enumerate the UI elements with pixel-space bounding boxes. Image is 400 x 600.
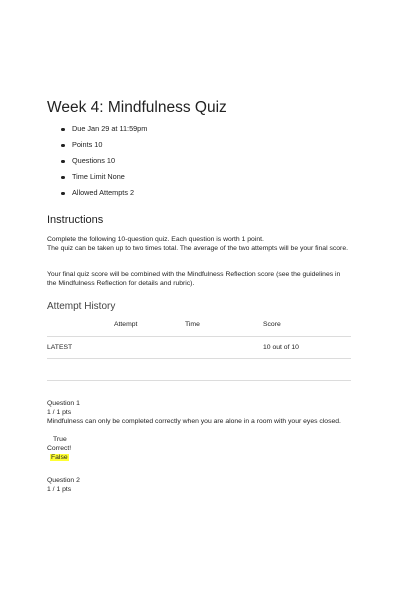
bullet-icon: [61, 160, 65, 164]
bullet-icon: [61, 176, 65, 180]
bullet-icon: [61, 128, 65, 132]
question-2-points: 1 / 1 pts: [47, 486, 72, 493]
attempt-history-heading: Attempt History: [47, 301, 116, 312]
answer-option-false: [50, 454, 354, 463]
section-divider: [47, 380, 351, 381]
detail-time-limit: Time Limit None: [61, 169, 147, 185]
table-row: [47, 344, 351, 356]
attempt-label[interactable]: LATEST: [47, 344, 73, 351]
detail-due: Due Jan 29 at 11:59pm: [61, 121, 147, 137]
detail-allowed-attempts: Allowed Attempts 2: [61, 185, 147, 201]
instructions-line-1: Complete the following 10-question quiz. Each question is worth 1 point.: [47, 236, 264, 243]
column-attempt: Attempt: [114, 321, 138, 328]
instructions-line-3: Your final quiz score will be combined with the Mindfulness Reflection score (see the guidelines in the Mindfulness Reflection for details and rubric).: [47, 271, 341, 287]
page-title: Week 4: Mindfulness Quiz: [47, 99, 227, 116]
detail-points: Points 10: [61, 137, 147, 153]
question-1-text: Mindfulness can only be completed correctly when you are alone in a room with your eyes closed.: [47, 418, 341, 425]
bullet-icon: [61, 144, 65, 148]
instructions-line-2: The quiz can be taken up to two times total. The average of the two attempts will be your final score.: [47, 245, 348, 252]
question-1-label: Question 1: [47, 400, 80, 407]
instructions-heading: Instructions: [47, 214, 104, 226]
attempt-score: 10 out of 10: [263, 344, 299, 351]
detail-questions: Questions 10: [61, 153, 147, 169]
selected-answer-highlight: False: [51, 454, 68, 461]
quiz-details-list: [61, 121, 147, 201]
bullet-icon: [61, 192, 65, 196]
question-1-points: 1 / 1 pts: [47, 409, 72, 416]
column-score: Score: [263, 321, 281, 328]
column-time: Time: [185, 321, 200, 328]
answer-option-true: True: [53, 436, 67, 443]
question-2-label: Question 2: [47, 477, 80, 484]
answer-feedback: Correct!: [47, 445, 72, 452]
table-header-divider: [47, 336, 351, 337]
attempt-table-header: [47, 321, 351, 335]
table-row-divider: [47, 358, 351, 359]
